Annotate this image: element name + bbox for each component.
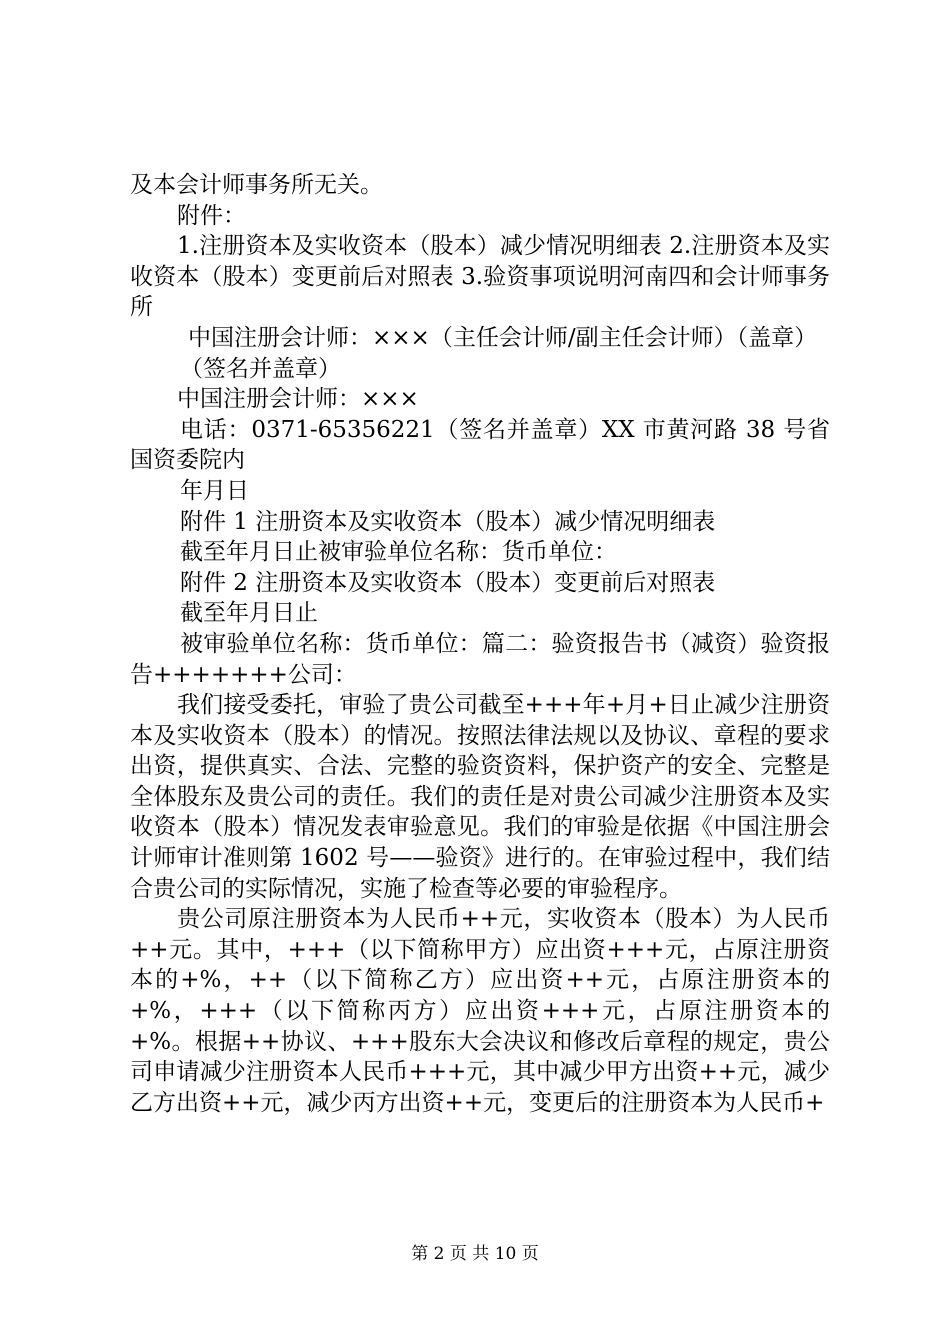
paragraph-attachments-heading: 附件： [177,202,246,229]
paragraph-date: 年月日 [180,477,249,504]
paragraph-contact: 电话：0371-65356221（签名并盖章）XX 市黄河路 38 号省国资委院内 [130,416,830,474]
paragraph-attachment-2: 附件 2 注册资本及实收资本（股本）变更前后对照表 [180,569,716,596]
paragraph-1: 及本会计师事务所无关。 [130,172,383,198]
paragraph-cpa: 中国注册会计师：××× [177,386,419,413]
paragraph-signature-note: （签名并盖章） [180,355,341,382]
paragraph-report-scope: 我们接受委托，审验了贵公司截至+++年+月+日止减少注册资本及实收资本（股本）的情况。按照法律法规以及协议、章程的要求出资，提供真实、合法、完整的验资资料，保护资产的安全、完整是全体股东及贵公司的责任。我们的责任是对贵公司减少注册资本及实收资本（股本）情况发表审验意见。我们的审验是依据《中国注册会计师审计准则第 1602 号——验资》进行的。在审验过程中，我们结合贵公司的实际情况，实施了检查等必要的审验程序。 [130,692,830,902]
paragraph-attachment-1-meta: 截至年月日止被审验单位名称：货币单位： [180,539,617,566]
paragraph-attachment-2-date: 截至年月日止 [180,600,318,627]
paragraph-cpa-chief: 中国注册会计师：×××（主任会计师/副主任会计师）（盖章） [188,324,818,351]
paragraph-attachment-1: 附件 1 注册资本及实收资本（股本）减少情况明细表 [180,508,716,535]
paragraph-report-header: 被审验单位名称：货币单位：篇二：验资报告书（减资）验资报告+++++++公司： [130,630,830,688]
document-body [130,170,830,1118]
paragraph-attachments-list: 1.注册资本及实收资本（股本）减少情况明细表 2.注册资本及实收资本（股本）变更前后对照表 3.验资事项说明河南四和会计师事务所 [130,233,830,321]
page-footer: 第 2 页 共 10 页 [411,1244,539,1264]
paragraph-report-capital: 贵公司原注册资本为人民币++元，实收资本（股本）为人民币++元。其中，+++（以下简称甲方）应出资+++元，占原注册资本的+%，++（以下简称乙方）应出资++元，占原注册资本的+%，+++（以下简称丙方）应出资+++元，占原注册资本的+%。根据++协议、+++股东大会决议和修改后章程的规定，贵公司申请减少注册资本人民币+++元，其中减少甲方出资++元，减少乙方出资++元，减少丙方出资++元，变更后的注册资本为人民币+ [130,906,830,1116]
